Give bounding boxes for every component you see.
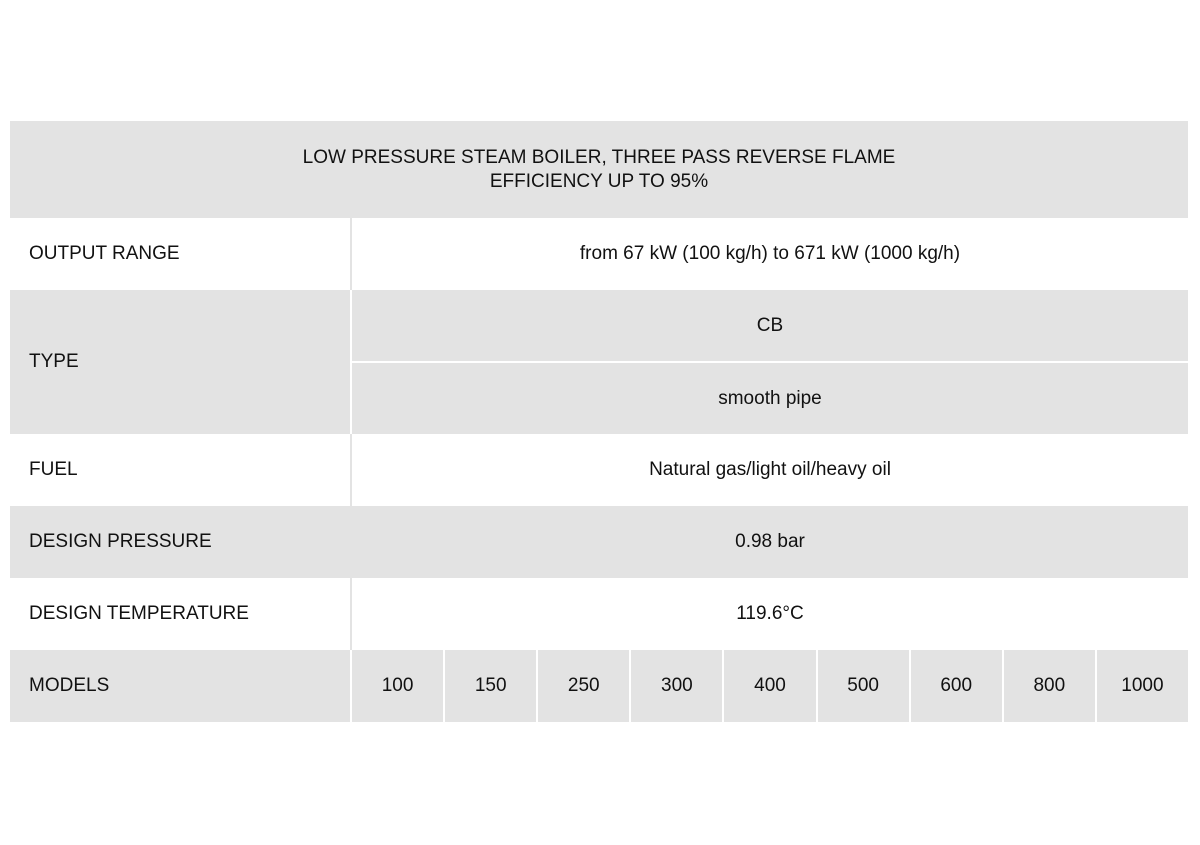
table-title-line1: LOW PRESSURE STEAM BOILER, THREE PASS REVERSE FLAME bbox=[302, 146, 896, 168]
row-models bbox=[10, 650, 1188, 722]
model-cell: 600 bbox=[909, 650, 1002, 722]
type-values bbox=[352, 290, 1188, 434]
output-range-value: from 67 kW (100 kg/h) to 671 kW (1000 kg/h) bbox=[352, 218, 1188, 290]
model-cell: 800 bbox=[1002, 650, 1095, 722]
design-pressure-value: 0.98 bar bbox=[352, 506, 1188, 578]
model-cell: 1000 bbox=[1095, 650, 1188, 722]
type-value-smooth-pipe: smooth pipe bbox=[352, 361, 1188, 434]
type-label: TYPE bbox=[10, 290, 352, 434]
output-range-label: OUTPUT RANGE bbox=[10, 218, 352, 290]
design-temperature-label: DESIGN TEMPERATURE bbox=[10, 578, 352, 650]
model-cell: 400 bbox=[722, 650, 815, 722]
model-cell: 250 bbox=[536, 650, 629, 722]
model-cell: 100 bbox=[352, 650, 443, 722]
model-cell: 300 bbox=[629, 650, 722, 722]
row-design-pressure bbox=[10, 506, 1188, 578]
type-value-cb: CB bbox=[756, 314, 784, 336]
spec-table bbox=[10, 121, 1188, 722]
row-design-temperature bbox=[10, 578, 1188, 650]
row-fuel bbox=[10, 434, 1188, 506]
models-label: MODELS bbox=[10, 650, 352, 722]
model-cell: 150 bbox=[443, 650, 536, 722]
table-header bbox=[10, 121, 1188, 218]
fuel-label: FUEL bbox=[10, 434, 352, 506]
models-cells bbox=[352, 650, 1188, 722]
row-output-range bbox=[10, 218, 1188, 290]
design-temperature-value: 119.6°C bbox=[352, 578, 1188, 650]
row-type bbox=[10, 290, 1188, 434]
table-title-line2: EFFICIENCY UP TO 95% bbox=[489, 170, 709, 192]
model-cell: 500 bbox=[816, 650, 909, 722]
design-pressure-label: DESIGN PRESSURE bbox=[10, 506, 352, 578]
fuel-value: Natural gas/light oil/heavy oil bbox=[352, 434, 1188, 506]
